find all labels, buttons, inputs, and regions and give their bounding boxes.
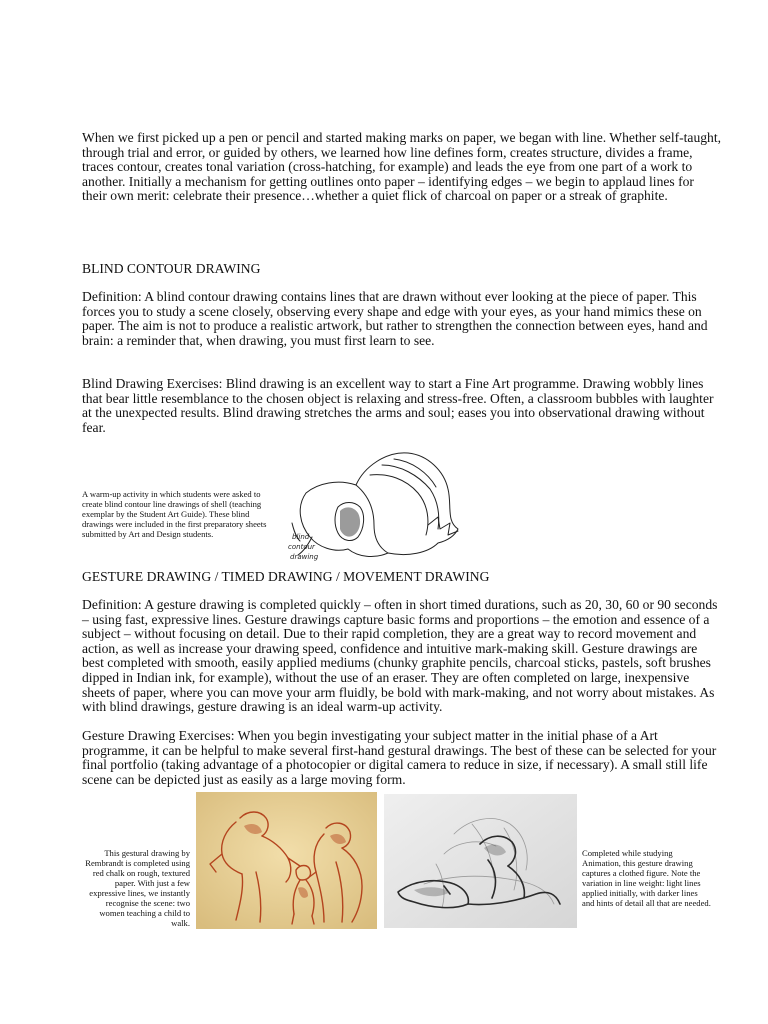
rembrandt-caption: This gestural drawing by Rembrandt is completed using red chalk on rough, textured paper. With just a few expressive lines, we instantly recognise the scene: two women teaching a child to walk. <box>85 848 190 928</box>
sketch-label-drawing: drawing <box>290 553 319 561</box>
blind-definition-paragraph: Definition: A blind contour drawing contains lines that are drawn without ever looking at the piece of paper. This forces you to study a scene closely, observing every shape and edge with your eyes, as your hand mimics these on paper. The aim is not to produce a realistic artwork, but rather to strengthen the connection between eyes, hand and brain: a reminder that, when drawing, you must first learn to see. <box>82 289 708 348</box>
sketch-label-blind: blind <box>292 533 310 541</box>
shell-sketch-image <box>278 445 468 565</box>
gesture-definition-paragraph: Definition: A gesture drawing is completed quickly – often in short timed durations, such as 20, 30, 60 or 90 seconds – using fast, expressive lines. Gesture drawings capture basic forms and proportions – the emotion and essence of a subject – without focusing on detail. Due to their rapid completion, they are a great way to record movement and action, as well as increase your drawing speed, confidence and intuitive mark-making skill. Gesture drawings are best completed with smooth, easily applied mediums (chunky graphite pencils, charcoal sticks, pastels, soft brushes dipped in Indian ink, for example), without the use of an eraser. They are often completed on large, inexpensive sheets of paper, where you can move your arm fluidly, be bold with mark-making, and not worry about mistakes. As with blind drawings, gesture drawing is an ideal warm-up activity. <box>82 597 718 715</box>
blind-contour-heading: BLIND CONTOUR DRAWING <box>82 261 261 276</box>
gesture-drawing-heading: GESTURE DRAWING / TIMED DRAWING / MOVEMENT DRAWING <box>82 569 490 584</box>
animation-gesture-image <box>384 794 577 928</box>
blind-exercises-paragraph: Blind Drawing Exercises: Blind drawing is an excellent way to start a Fine Art programme. Drawing wobbly lines that bear little resemblance to the chosen object is relaxing and stress-free. Often, a classroom bubbles with laughter at the unexpected results. Blind drawing stretches the arms and soul; eases you into observational drawing without fear. <box>82 376 714 435</box>
animation-caption: Completed while studying Animation, this gesture drawing captures a clothed figure. Note the variation in line weight: light lines applied initially, with darker lines and hints of detail all that are needed. <box>582 848 711 908</box>
shell-caption: A warm-up activity in which students were asked to create blind contour line drawings of shell (teaching exemplar by the Student Art Guide). These blind drawings were included in the first preparatory sheets submitted by Art and Design students. <box>82 489 267 539</box>
gesture-exercises-paragraph: Gesture Drawing Exercises: When you begin investigating your subject matter in the initial phase of a Art programme, it can be helpful to make several first-hand gestural drawings. The best of these can be selected for your final portfolio (taking advantage of a photocopier or digital camera to reduce in size, if necessary). A small still life scene can be depicted just as easily as a large moving form. <box>82 728 717 787</box>
rembrandt-drawing-image <box>196 792 377 929</box>
sketch-label-contour: contour <box>288 543 315 551</box>
intro-paragraph: When we first picked up a pen or pencil and started making marks on paper, we began with line. Whether self-taught, through trial and error, or guided by others, we learned how line defines form, creates structure, divides a frame, traces contour, creates tonal variation (cross-hatching, for example) and leads the eye from one part of a work to another. Initially a mechanism for getting outlines onto paper – identifying edges – we begin to applaud lines for their own merit: celebrate their presence…whether a quiet flick of charcoal on paper or a streak of graphite. <box>82 130 722 204</box>
